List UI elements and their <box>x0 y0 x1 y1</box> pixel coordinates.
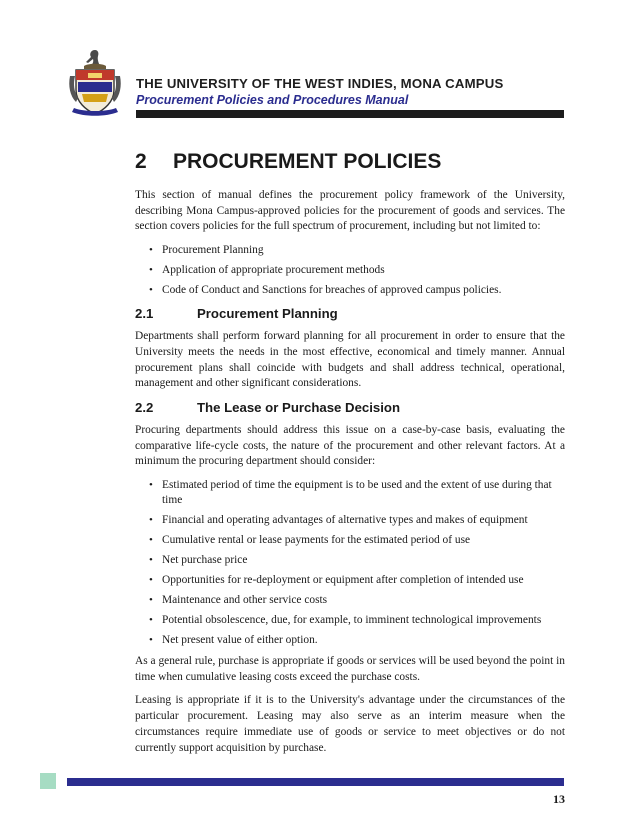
page-number: 13 <box>553 792 565 806</box>
list-item: • Net present value of either option. <box>149 634 318 647</box>
section-intro-paragraph: This section of manual defines the procurement policy framework of the University, describing Mona Campus-approved policies for the procurement of goods and services. The section covers policies for the full spectrum of procurement, including but not limited to: <box>135 189 565 233</box>
bullet-icon: • <box>149 634 153 647</box>
list-item: • Application of appropriate procurement methods <box>149 264 385 277</box>
lease-considerations-list <box>135 478 565 648</box>
list-item: • Financial and operating advantages of alternative types and makes of equipment <box>149 514 528 527</box>
section-heading <box>135 150 565 174</box>
bullet-icon: • <box>149 284 153 297</box>
list-item: • Code of Conduct and Sanctions for breaches of approved campus policies. <box>149 284 502 297</box>
leasing-paragraph: Leasing is appropriate if it is to the University's advantage under the circumstances of the particular procurement. Leasing may also serve as an interim measure when the circumstances require immediate use of goods or service to meet objectives or do not currently support acquisition by purchase. <box>135 694 565 754</box>
section-number: 2 <box>135 150 147 173</box>
list-item: • Opportunities for re-deployment or equipment after completion of intended use <box>149 574 524 587</box>
subsection-title: Procurement Planning <box>197 306 338 322</box>
bullet-icon: • <box>149 264 153 277</box>
list-item: • Potential obsolescence, due, for example, to imminent technological improvements <box>149 614 542 627</box>
purchase-rule-paragraph: As a general rule, purchase is appropriate if goods or services will be used beyond the point in time when cumulative leasing costs exceed the purchase costs. <box>135 655 565 683</box>
bullet-icon: • <box>149 534 153 547</box>
list-item: • Net purchase price <box>149 554 248 567</box>
footer-square <box>40 773 56 789</box>
subsection-title: The Lease or Purchase Decision <box>197 399 401 415</box>
footer-rule <box>67 778 564 786</box>
university-crest-logo <box>66 46 124 118</box>
bullet-icon: • <box>149 614 153 627</box>
subsection-heading-2-1 <box>135 306 565 321</box>
page-content <box>135 150 565 764</box>
bullet-icon: • <box>149 479 153 492</box>
section-bullet-list <box>135 243 565 298</box>
header-rule <box>136 110 564 118</box>
header-university-name: THE UNIVERSITY OF THE WEST INDIES, MONA CAMPUS <box>136 76 504 91</box>
list-item: • Estimated period of time the equipment is to be used and the extent of use during that time <box>149 479 552 507</box>
bullet-icon: • <box>149 514 153 527</box>
list-item: • Procurement Planning <box>149 244 264 257</box>
bullet-icon: • <box>149 244 153 257</box>
procurement-planning-paragraph: Departments shall perform forward planning for all procurement in order to ensure that the University meets the needs in the most effective, economical and timely manner. Annual procurement plans shall coincide with budgets and shall address technical, operational, management and other significant considerations. <box>135 330 565 390</box>
bullet-icon: • <box>149 574 153 587</box>
header-manual-title: Procurement Policies and Procedures Manual <box>136 93 409 107</box>
subsection-heading-2-2 <box>135 400 565 415</box>
bullet-icon: • <box>149 554 153 567</box>
lease-purchase-paragraph: Procuring departments should address this issue on a case-by-case basis, evaluating the comparative life-cycle costs, the nature of the procurement and other relevant factors. At a minimum the procuring department should consider: <box>135 423 565 468</box>
list-item: • Maintenance and other service costs <box>149 594 328 607</box>
section-title: PROCUREMENT POLICIES <box>173 150 442 173</box>
subsection-number: 2.1 <box>135 306 154 322</box>
subsection-number: 2.2 <box>135 399 154 415</box>
list-item: • Cumulative rental or lease payments for the estimated period of use <box>149 534 471 547</box>
bullet-icon: • <box>149 594 153 607</box>
